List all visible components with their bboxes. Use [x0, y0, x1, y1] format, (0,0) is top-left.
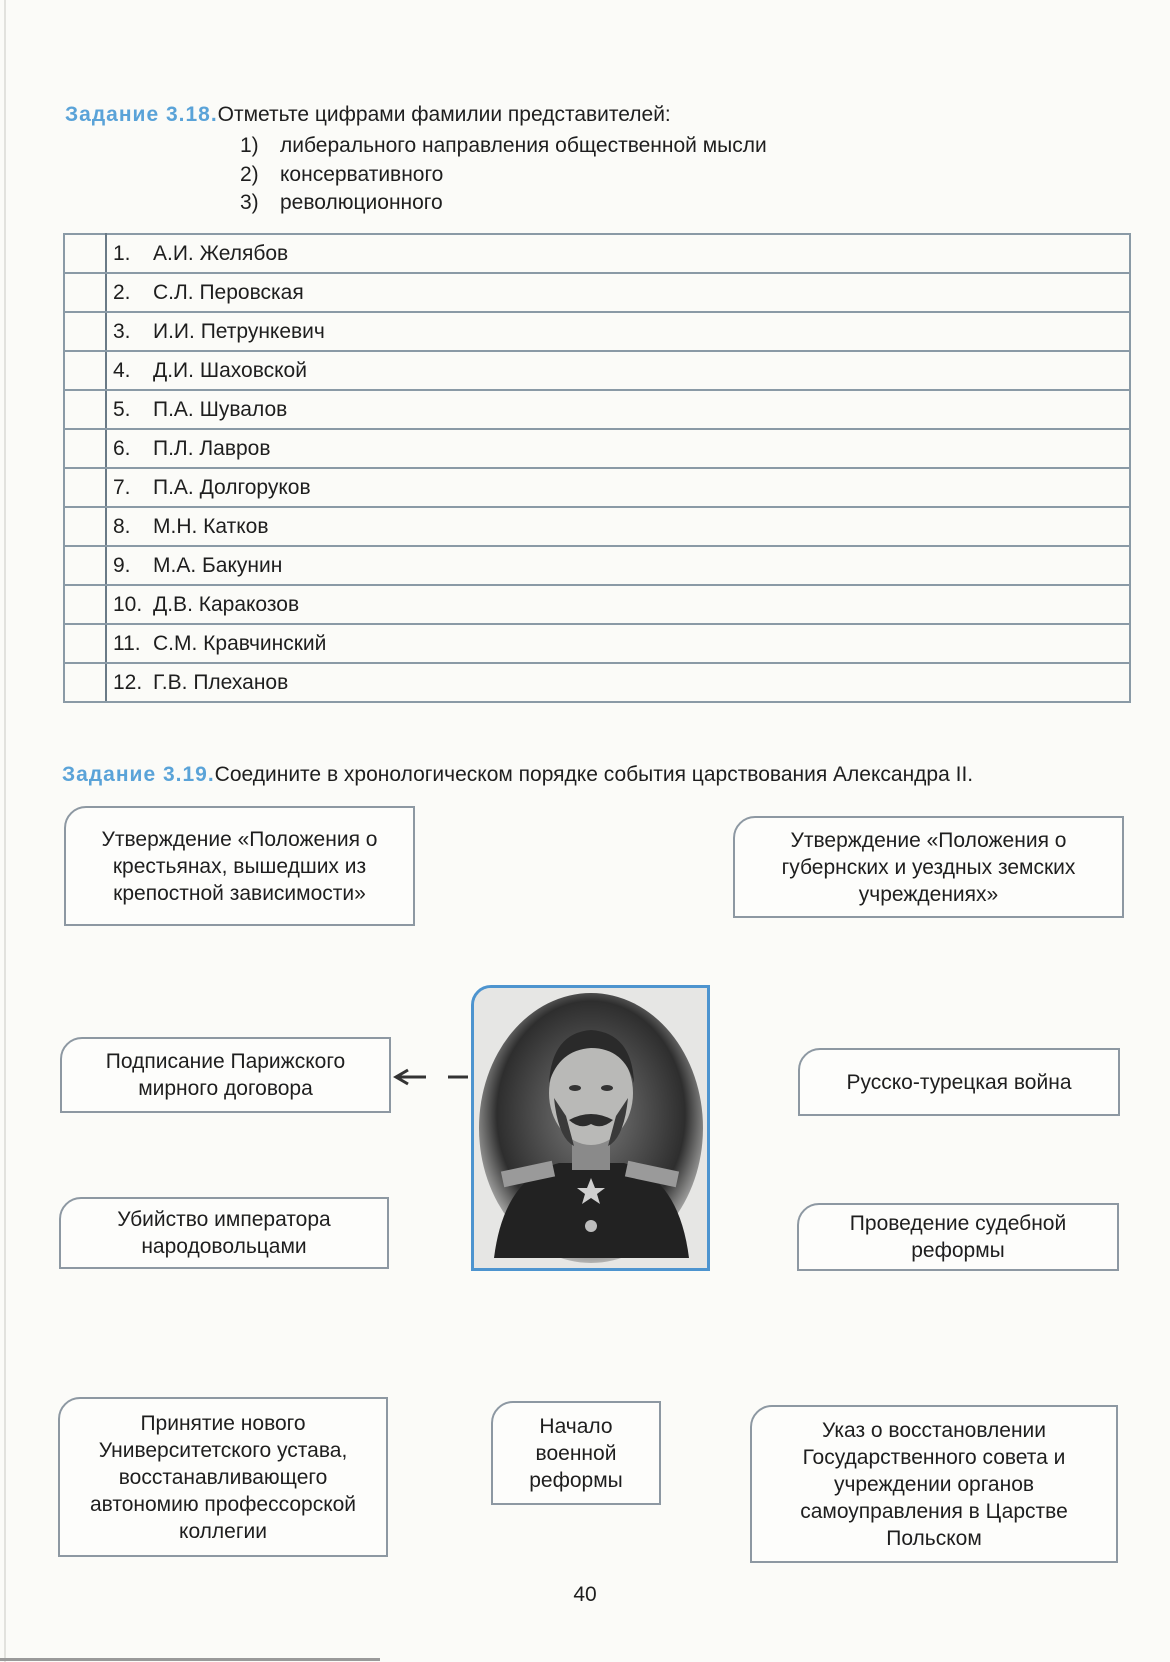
names-table	[63, 233, 1131, 703]
task-3-18-label: Задание 3.18.	[65, 103, 218, 126]
event-military-reform[interactable]: Начало военной реформы	[491, 1401, 661, 1505]
event-university-charter[interactable]: Принятие нового Университетского устава, восстанавливающего автономию профессорской коллегии	[58, 1397, 388, 1557]
answer-cell[interactable]	[64, 663, 106, 702]
answer-cell[interactable]	[64, 429, 106, 468]
event-paris-treaty[interactable]: Подписание Парижского мирного договора	[60, 1037, 391, 1113]
answer-cell[interactable]	[64, 624, 106, 663]
arrow-left-icon	[390, 1067, 470, 1087]
table-row: 4. Д.И. Шаховской	[64, 351, 1130, 390]
divider	[0, 1658, 380, 1661]
portrait-alexander-ii	[471, 985, 710, 1271]
task-3-18-text: Отметьте цифрами фамилии представителей:	[217, 103, 671, 126]
event-zemstvo[interactable]: Утверждение «Положения о губернских и уездных земских учреждениях»	[733, 816, 1124, 918]
table-row: 12. Г.В. Плеханов	[64, 663, 1130, 702]
answer-cell[interactable]	[64, 546, 106, 585]
table-row: 5. П.А. Шувалов	[64, 390, 1130, 429]
answer-cell[interactable]	[64, 585, 106, 624]
task-3-19-text: Соедините в хронологическом порядке события царствования Александра II.	[214, 763, 974, 786]
table-row: 7. П.А. Долгоруков	[64, 468, 1130, 507]
event-poland-decree[interactable]: Указ о восстановлении Государственного совета и учреждении органов самоуправления в Царстве Польском	[750, 1405, 1118, 1563]
portrait-icon	[474, 988, 707, 1268]
event-emperor-murder[interactable]: Убийство императора народовольцами	[59, 1197, 389, 1269]
event-russo-turkish-war[interactable]: Русско-турецкая война	[798, 1048, 1120, 1116]
table-row: 6. П.Л. Лавров	[64, 429, 1130, 468]
task-3-19-label: Задание 3.19.	[62, 763, 215, 786]
event-court-reform[interactable]: Проведение судебной реформы	[797, 1203, 1119, 1271]
task-3-18-heading	[65, 103, 671, 127]
answer-cell[interactable]	[64, 312, 106, 351]
option-1: 1) либерального направления общественной мысли	[240, 134, 767, 157]
table-row: 3. И.И. Петрункевич	[64, 312, 1130, 351]
page-number: 40	[573, 1583, 597, 1606]
answer-cell[interactable]	[64, 351, 106, 390]
table-row: 10. Д.В. Каракозов	[64, 585, 1130, 624]
table-row: 8. М.Н. Катков	[64, 507, 1130, 546]
table-row: 1. А.И. Желябов	[64, 234, 1130, 273]
option-3: 3) революционного	[240, 191, 443, 214]
task-3-18-options	[240, 132, 767, 218]
answer-cell[interactable]	[64, 507, 106, 546]
table-row: 11. С.М. Кравчинский	[64, 624, 1130, 663]
answer-cell[interactable]	[64, 234, 106, 273]
answer-cell[interactable]	[64, 468, 106, 507]
answer-cell[interactable]	[64, 390, 106, 429]
scan-edge	[4, 0, 6, 1662]
answer-cell[interactable]	[64, 273, 106, 312]
table-row: 9. М.А. Бакунин	[64, 546, 1130, 585]
task-3-19-heading	[62, 763, 973, 787]
option-2: 2) консервативного	[240, 162, 444, 186]
table-row: 2. С.Л. Перовская	[64, 273, 1130, 312]
event-peasants[interactable]: Утверждение «Положения о крестьянах, вышедших из крепостной зависимости»	[64, 806, 415, 926]
